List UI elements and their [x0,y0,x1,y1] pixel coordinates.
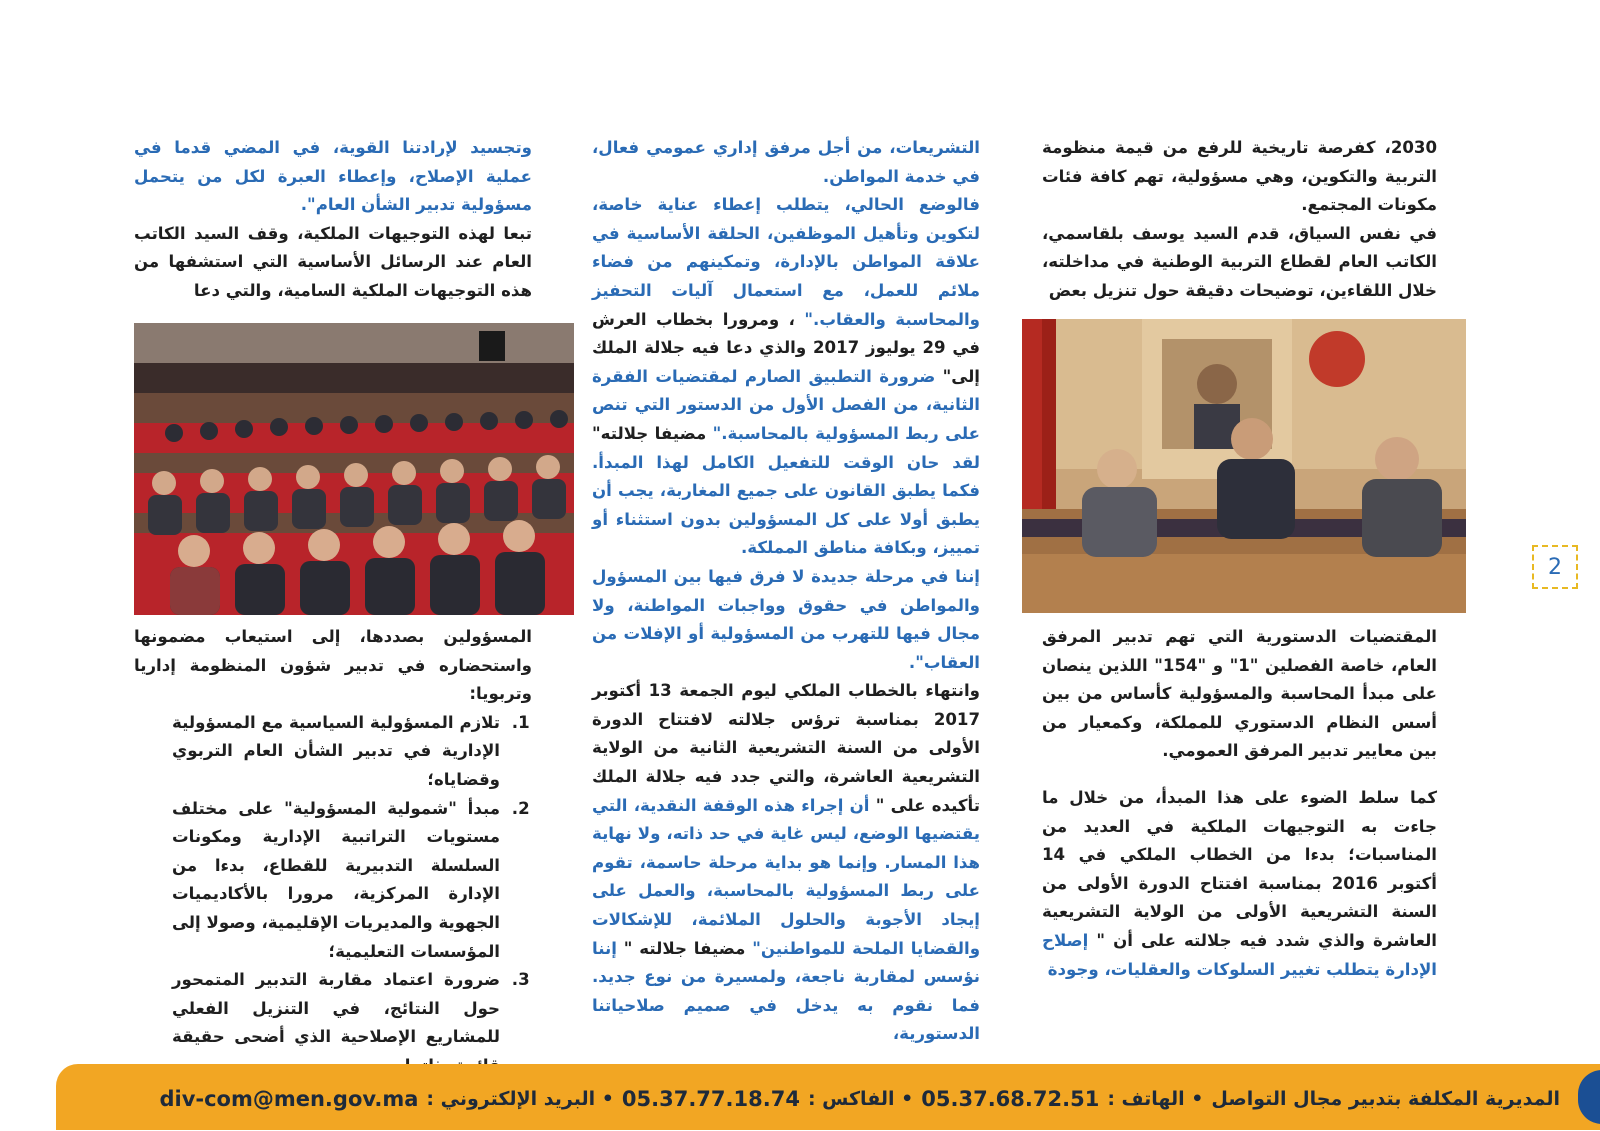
right-p3: المقتضيات الدستورية التي تهم تدبير المرفق العام، خاصة الفصلين "1" و "154" اللذين ينصان على مبدأ المحاسبة والمسؤولية كأساس من بين أسس النظام الدستوري للمملكة، وكمعيار من بين معايير تدبير المرفق العمومي. [1042,627,1437,761]
left-q1: وتجسيد لإرادتنا القوية، في المضي قدما في عملية الإصلاح، وإعطاء العبرة لكل من يتحمل مسؤولية تدبير الشأن العام". [134,138,532,215]
right-column-lower [1042,623,1437,984]
right-p2: في نفس السياق، قدم السيد يوسف بلقاسمي، الكاتب العام لقطاع التربية الوطنية في مداخلته، خلال اللقاءين، توضيحات دقيقة حول تنزيل بعض [1042,223,1437,300]
middle-t2: مضيفا جلالته" [592,423,707,443]
list-item: 1. تلازم المسؤولية السياسية مع المسؤولية الإدارية في تدبير الشأن العام التربوي وقضاياه؛ [172,709,506,795]
middle-t3: وانتهاء بالخطاب الملكي ليوم الجمعة 13 أكتوبر 2017 بمناسبة ترؤس جلالته لافتتاح الدورة الأولى من السنة التشريعية الثانية من الولاية التشريعية العاشرة، والتي جدد فيه جلالة الملك تأكيده على " [592,681,980,815]
left-list [134,709,532,1081]
audience-photo-image [134,323,574,615]
left-column [134,134,532,306]
footer-band [56,1064,1600,1130]
footer-phone-label: • الهاتف : [1107,1088,1204,1110]
right-p1: 2030، كفرصة تاريخية للرفع من قيمة منظومة التربية والتكوين، وهي مسؤولية، تهم كافة فئات مكونات المجتمع. [1042,138,1437,215]
middle-q6: أن إجراء هذه الوقفة النقدية، التي يقتضيها الوضع، ليس غاية في حد ذاته، ولا نهاية هذا المسار. وإنما هو بداية مرحلة حاسمة، تقوم على ربط المسؤولية بالمحاسبة، والعمل على إيجاد الأجوبة والحلول الملائمة، للإشكالات والقضايا الملحة للمواطنين" [592,795,981,958]
middle-q5: إننا في مرحلة جديدة لا فرق فيها بين المسؤول والمواطن في حقوق وواجبات المواطنة، ولا مجال فيها للتهرب من المسؤولية أو الإفلات من العقاب". [592,566,980,672]
panel-photo [1022,319,1466,613]
page-number: 2 [1532,545,1578,589]
middle-q7: إننا نؤسس لمقاربة ناجعة، ولمسيرة من نوع جديد. فما نقوم به يدخل في صميم صلاحياتنا الدستورية، [592,938,980,1044]
middle-q3: ضرورة التطبيق الصارم لمقتضيات الفقرة الثانية، من الفصل الأول من الدستور التي تنص على ربط المسؤولية بالمحاسبة." [592,366,980,443]
footer-fax: 05.37.77.18.74 [621,1087,800,1111]
left-column-lower [134,623,532,1081]
middle-q4: لقد حان الوقت للتفعيل الكامل لهذا المبدأ. فكما يطبق القانون على جميع المغاربة، يجب أن يطبق أولا على كل المسؤولين بدون استثناء أو تمييز، وبكافة مناطق المملكة. [592,452,980,558]
footer-email[interactable]: div-com@men.gov.ma [159,1087,419,1111]
right-p4 [1042,784,1437,984]
list-item: 2. مبدأ "شمولية المسؤولية" على مختلف مستويات التراتبية الإدارية ومكونات السلسلة التدبيرية للقطاع، بدءا من الإدارة المركزية، مرورا بالأكاديميات الجهوية والمديريات الإقليمية، وصولا إلى المؤسسات التعليمية؛ [172,795,506,967]
middle-column [592,134,980,1049]
panel-photo-image [1022,319,1466,613]
middle-q1: التشريعات، من أجل مرفق إداري عمومي فعال، في خدمة المواطن. [592,138,980,186]
right-p4-quote: إصلاح الإدارة يتطلب تغيير السلوكات والعقليات، وجودة [1042,930,1437,979]
right-p4-text: كما سلط الضوء على هذا المبدأ، من خلال ما جاءت به التوجيهات الملكية في العديد من المناسبات؛ بدءا من الخطاب الملكي في 14 أكتوبر 2016 بمناسبة افتتاح الدورة الأولى من السنة التشريعية الأولى من الولاية التشريعية العاشرة والذي شدد فيه جلالته على أن " [1042,787,1437,950]
middle-block-2 [592,677,980,1049]
left-p1: تبعا لهذه التوجيهات الملكية، وقف السيد الكاتب العام عند الرسائل الأساسية التي استشفها من هذه التوجيهات الملكية السامية، والتي دعا [134,223,532,300]
footer-email-label: • البريد الإلكتروني : [426,1088,614,1110]
list-item: 3. ضرورة اعتماد مقاربة التدبير المتمحور حول النتائج، في التنزيل الفعلي للمشاريع الإصلاحية الذي أضحى حقيقة [172,966,506,1080]
footer-contact [56,1084,1560,1114]
middle-t1: ، ومرورا بخطاب العرش في 29 يوليوز 2017 والذي دعا فيه جلالة الملك إلى" [592,309,980,386]
middle-block [592,191,980,563]
footer-phone[interactable]: 05.37.68.72.51 [921,1087,1100,1111]
middle-q2: فالوضع الحالي، يتطلب إعطاء عناية خاصة، لتكوين وتأهيل الموظفين، الحلقة الأساسية في علاقة المواطن بالإدارة، وتمكينهم من فضاء ملائم للعمل، مع استعمال آليات التحفيز والمحاسبة والعقاب." [592,195,980,329]
middle-t4: مضيفا جلالته " [616,938,746,958]
audience-photo [134,323,574,615]
left-p2: المسؤولين بصددها، إلى استيعاب مضمونها واستحضاره في تدبير شؤون المنظومة إداريا وتربويا: [134,627,532,704]
footer-fax-label: • الفاكس : [807,1088,914,1110]
right-column [1042,134,1437,306]
footer-directorate: المديرية المكلفة بتدبير مجال التواصل [1211,1088,1560,1110]
